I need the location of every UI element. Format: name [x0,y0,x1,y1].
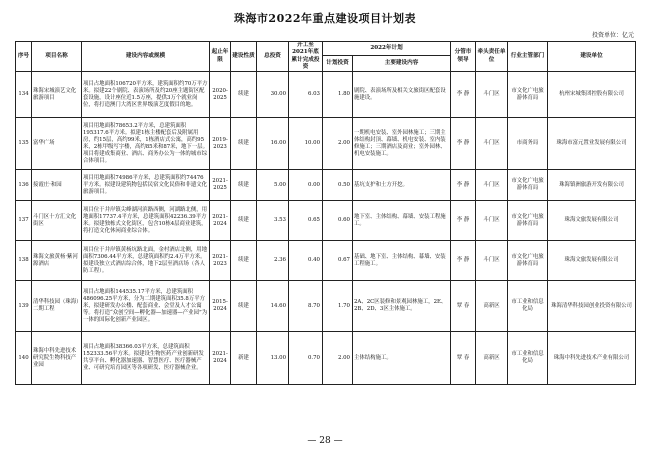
row-nature: 新建 [231,332,257,385]
row-district: 斗门区 [476,72,508,118]
row-total: 3.53 [257,201,289,241]
col-leader: 分管市领导 [451,42,476,72]
row-plan-invest: 0.60 [323,201,353,241]
col-total: 总投资 [257,42,289,72]
page-title: 珠海市2022年重点建设项目计划表 [233,12,417,25]
row-name: 珠海文旅黄杨·紫河源酒店 [32,241,82,281]
page-number: — 28 — [307,436,343,446]
row-dept: 市商务局 [508,118,548,170]
table-row [16,332,636,385]
row-content: 项目占地面积144535.17平方米，总建筑面积486096.25平方米，分为二期建筑面积35.8万平方米，拟建研发办公楼、配套商业、会堂及人才公寓等。将打造“众创空间—孵化器—加速器—产业园”为一体的国际化创新产业园区。 [82,281,210,332]
row-seq: 136 [16,170,32,201]
row-total: 5.00 [257,170,289,201]
unit-label: 投资单位：亿元 [591,32,634,39]
row-main-content: 基坑支护和土方开挖。 [353,170,451,201]
table-row [16,281,636,332]
row-district: 高新区 [476,332,508,385]
row-leader: 覃 春 [451,332,476,385]
row-name: 斗门区十方汇文化街区 [32,201,82,241]
row-seq: 135 [16,118,32,170]
row-dept: 市文化广电旅游体育局 [508,72,548,118]
row-seq: 137 [16,201,32,241]
row-builder: 珠海清华科技园创业投资有限公司 [548,281,636,332]
row-leader: 李 静 [451,170,476,201]
table-row [16,170,636,201]
row-cumulative: 0.40 [289,241,323,281]
row-total: 14.60 [257,281,289,332]
row-total: 13.00 [257,332,289,385]
row-nature: 续建 [231,201,257,241]
row-builder: 杭州宋城集团控股有限公司 [548,72,636,118]
col-nature: 建设性质 [231,42,257,72]
col-plan-invest: 计划投资 [323,55,353,71]
row-total: 2.36 [257,241,289,281]
row-years: 2021-2024 [210,201,231,241]
row-seq: 134 [16,72,32,118]
row-builder: 珠海市富元置业发展有限公司 [548,118,636,170]
row-years: 2021-2025 [210,170,231,201]
row-cumulative: 10.00 [289,118,323,170]
row-main-content: 地下室、主体结构、幕墙、安装工程施工。 [353,201,451,241]
row-district: 斗门区 [476,170,508,201]
project-table [15,41,636,385]
row-builder: 珠海中科先进技术产业有限公司 [548,332,636,385]
row-years: 2019-2023 [210,118,231,170]
row-main-content: 一期机电安装、室外园林施工；三期主体结构封顶、幕墙、机电安装、室内装修施工；三期酒店及商业；室外园林、机电安装施工。 [353,118,451,170]
row-plan-invest: 2.00 [323,332,353,385]
row-dept: 市文化广电旅游体育局 [508,170,548,201]
row-builder: 珠海文旅发展有限公司 [548,201,636,241]
row-content: 项目占地面积38366.03平方米，总建筑面积152333.56平方米。拟建设生物医药产业创新研发共享平台、孵化器加速器、智慧医疗、医疗器械产业、可研究培育园区等各项研发、医疗器械企业。 [82,332,210,385]
table-row [16,118,636,170]
row-content: 项目用地面积74986平方米，总建筑面积约74476平方米。拟建设建筑物包括民宿文化民俗和非遗文化旅游项目。 [82,170,210,201]
row-cumulative: 0.70 [289,332,323,385]
row-district: 斗门区 [476,201,508,241]
col-content: 建设内容或规模 [82,42,210,72]
row-total: 30.00 [257,72,289,118]
row-name: 珠海中科先进技术研究院生物科技产业园 [32,332,82,385]
row-builder: 珠海文旅发展有限公司 [548,241,636,281]
table-header-row [16,42,636,56]
row-plan-invest: 2.00 [323,118,353,170]
table-row [16,72,636,118]
row-leader: 李 静 [451,241,476,281]
row-seq: 139 [16,281,32,332]
row-leader: 李 静 [451,72,476,118]
row-main-content: 基础、地下室、主体结构、幕墙、安装工程施工。 [353,241,451,281]
row-district: 高新区 [476,281,508,332]
row-name: 富华广场 [32,118,82,170]
row-years: 2021-2024 [210,332,231,385]
row-name: 珠海宋城演艺文化旅游项目 [32,72,82,118]
row-total: 16.00 [257,118,289,170]
row-district: 斗门区 [476,241,508,281]
row-dept: 市文化广电旅游体育局 [508,201,548,241]
row-builder: 珠海镇洲旅游开发有限公司 [548,170,636,201]
row-name: 清华科技园（珠海）二期工程 [32,281,82,332]
col-cumulative: 开工至2021年底累计完成投资 [289,42,323,72]
row-dept: 市工业和信息化局 [508,281,548,332]
row-dept: 市文化广电旅游体育局 [508,241,548,281]
row-dept: 市工业和信息化局 [508,332,548,385]
row-plan-invest: 1.80 [323,72,353,118]
row-content: 项目占地面积106720平方米，建筑面积约70万平方米。拟建22个剧院、表演场所及约20座主题街区配套设施，设计座位近1.5万座，提供3万个就业岗位，将打造澳门大湾区世界级演艺度假目的地。 [82,72,210,118]
row-nature: 续建 [231,118,257,170]
row-plan-invest: 1.70 [323,281,353,332]
col-seq: 序号 [16,42,32,72]
row-cumulative: 6.03 [289,72,323,118]
row-seq: 138 [16,241,32,281]
row-years: 2021-2023 [210,241,231,281]
row-cumulative: 0.00 [289,170,323,201]
row-leader: 李 静 [451,118,476,170]
row-plan-invest: 0.67 [323,241,353,281]
row-district: 斗门区 [476,118,508,170]
table-row [16,241,636,281]
row-years: 2015-2024 [210,281,231,332]
col-main-content: 主要建设内容 [353,55,451,71]
row-main-content: 2A、2C区装修和景观园林施工，2E、2B、2D、3区主体施工。 [353,281,451,332]
row-main-content: 剧院、表演场所及相关文旅街区配套设施建设。 [353,72,451,118]
row-nature: 续建 [231,281,257,332]
col-district: 牵头责任单位 [476,42,508,72]
row-cumulative: 8.70 [289,281,323,332]
row-nature: 续建 [231,241,257,281]
col-plan2022: 2022年计划 [323,42,451,56]
row-nature: 续建 [231,170,257,201]
col-name: 项目名称 [32,42,82,72]
col-dept: 行业主管部门 [508,42,548,72]
row-leader: 李 静 [451,201,476,241]
row-name: 接霞庄·和园 [32,170,82,201]
row-years: 2020-2025 [210,72,231,118]
col-years: 起止年限 [210,42,231,72]
row-plan-invest: 0.50 [323,170,353,201]
row-content: 项目用地面积78653.2平方米，总建筑面积195317.6平方米。拟建1栋主楼配套后及附属用房，约15层，高约99米，1栋酒店式公寓，高约95米，2栋甲级写字楼，高约85米和87米，地下一层。项目将建成集商业、酒店、商务办公为一体的城市综合体项目。 [82,118,210,170]
row-cumulative: 0.65 [289,201,323,241]
row-content: 项目位于井岸镇黄杨坑路北面，金村酒店北侧，用地面积7306.44平方米，总建筑面积约2.4万平方米。拟建设独立式酒店综合体，地下2层至酒店场（各人防工程）。 [82,241,210,281]
col-builder: 建设单位 [548,42,636,72]
row-seq: 140 [16,332,32,385]
row-leader: 覃 春 [451,281,476,332]
row-nature: 续建 [231,72,257,118]
row-main-content: 主体结构施工。 [353,332,451,385]
table-row [16,201,636,241]
row-content: 项目位于井岸镇尖峰湖河滨路西侧，河湖路北侧，用地面积17737.4平方米，总建筑面积42236.39平方米。拟建独栋式文化街区，包含10栋4层商业建筑，将打造文化休闲商业综合体。 [82,201,210,241]
